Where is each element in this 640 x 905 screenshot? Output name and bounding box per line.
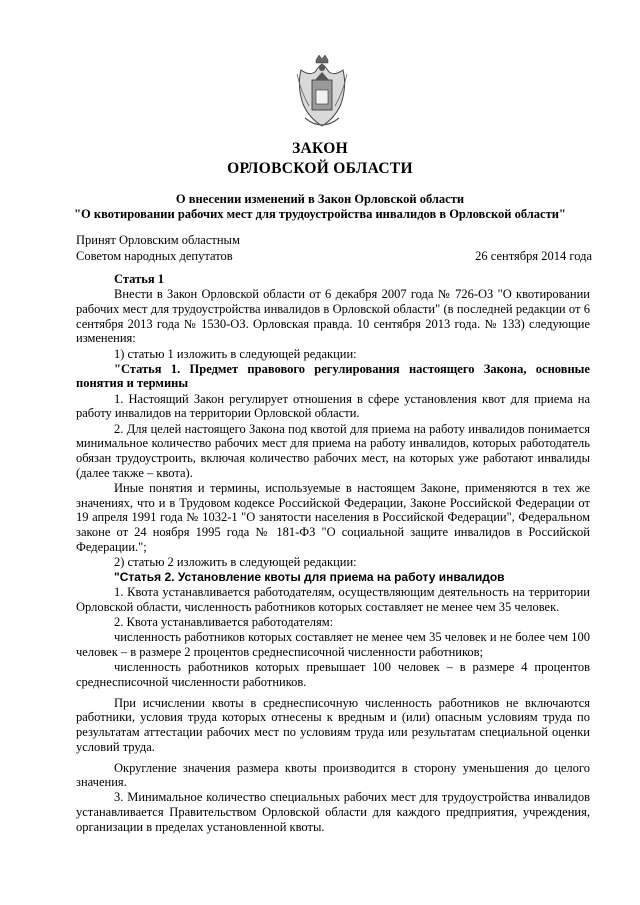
paragraph: 2. Квота устанавливается работодателям: bbox=[114, 615, 334, 630]
paragraph: Внести в Закон Орловской области от 6 декабря 2007 года № 726-ОЗ "О квотировании рабочих мест для трудоустройства инвалидов в Орловской области" (в последней редакции от 6 сентября 2013 года № 1530-ОЗ. Орловская правда. 10 сентября 2013 года. № 133) следующие изменения: bbox=[76, 287, 590, 346]
law-body bbox=[76, 272, 590, 835]
paragraph: численность работников которых составляет не менее чем 35 человек и не более чем 100 человек – в размере 2 процентов среднесписочной численности работников; bbox=[76, 630, 590, 660]
paragraph: 1. Квота устанавливается работодателям, осуществляющим деятельность на территории Орловской области, численность работников которых составляет не менее чем 35 человек. bbox=[76, 585, 590, 614]
law-subject-line-1: О внесении изменений в Закон Орловской области bbox=[175, 192, 465, 206]
paragraph: 2) статью 2 изложить в следующей редакции: bbox=[114, 554, 357, 569]
coat-of-arms-icon bbox=[295, 52, 349, 130]
paragraph: 1. Настоящий Закон регулирует отношения в сфере установления квот для приема на работу инвалидов на территории Орловской области. bbox=[76, 391, 590, 421]
adoption-date: 26 сентября 2014 года bbox=[475, 249, 592, 263]
paragraph: 1) статью 1 изложить в следующей редакции: bbox=[114, 346, 357, 361]
paragraph: Округление значения размера квоты производится в сторону уменьшения до целого значения. bbox=[76, 760, 590, 790]
law-subject-line-2: "О квотировании рабочих мест для трудоустройства инвалидов в Орловской области" bbox=[74, 207, 566, 221]
paragraph: 3. Минимальное количество специальных рабочих мест для трудоустройства инвалидов устанавливается Правительством Орловской области для каждого предприятия, учреждения, организации в пределах установленной квоты. bbox=[76, 790, 590, 834]
paragraph: Иные понятия и термины, используемые в настоящем Законе, применяются в тех же значениях, что и в Трудовом кодексе Российской Федерации, Законе Российской Федерации от 19 апреля 1991 года № 1032-1 "О занятости населения в Российской Федерации", Федеральном законе от 24 ноября 1995 года № 181-ФЗ "О социальной защите инвалидов в Российской Федерации."; bbox=[76, 480, 590, 554]
region-title: ОРЛОВСКОЙ ОБЛАСТИ bbox=[227, 160, 413, 177]
law-title: ЗАКОН bbox=[292, 140, 348, 157]
paragraph: При исчислении квоты в среднесписочную численность работников не включаются работники, условия труда которых отнесены к вредным и (или) опасным условиям труда по результатам аттестации рабочих мест по условиям труда или результатам специальной оценки условий труда. bbox=[76, 695, 590, 754]
adopted-by-line-1: Принят Орловским областным bbox=[76, 233, 240, 247]
paragraph: численность работников которых превышает 100 человек – в размере 4 процентов среднесписочной численности работников. bbox=[76, 660, 590, 689]
article-heading: Статья 1 bbox=[114, 272, 164, 286]
article-heading: "Статья 1. Предмет правового регулирования настоящего Закона, основные понятия и термины bbox=[76, 361, 590, 391]
paragraph: 2. Для целей настоящего Закона под квотой для приема на работу инвалидов понимается минимальное количество рабочих мест для приема на работу инвалидов, которых работодатель обязан трудоустроить, включая количество рабочих мест, на которых уже работают инвалиды (далее также – квота). bbox=[76, 421, 590, 480]
article-heading: "Статья 2. Установление квоты для приема на работу инвалидов bbox=[114, 570, 505, 585]
adopted-by-line-2: Советом народных депутатов bbox=[76, 249, 233, 263]
